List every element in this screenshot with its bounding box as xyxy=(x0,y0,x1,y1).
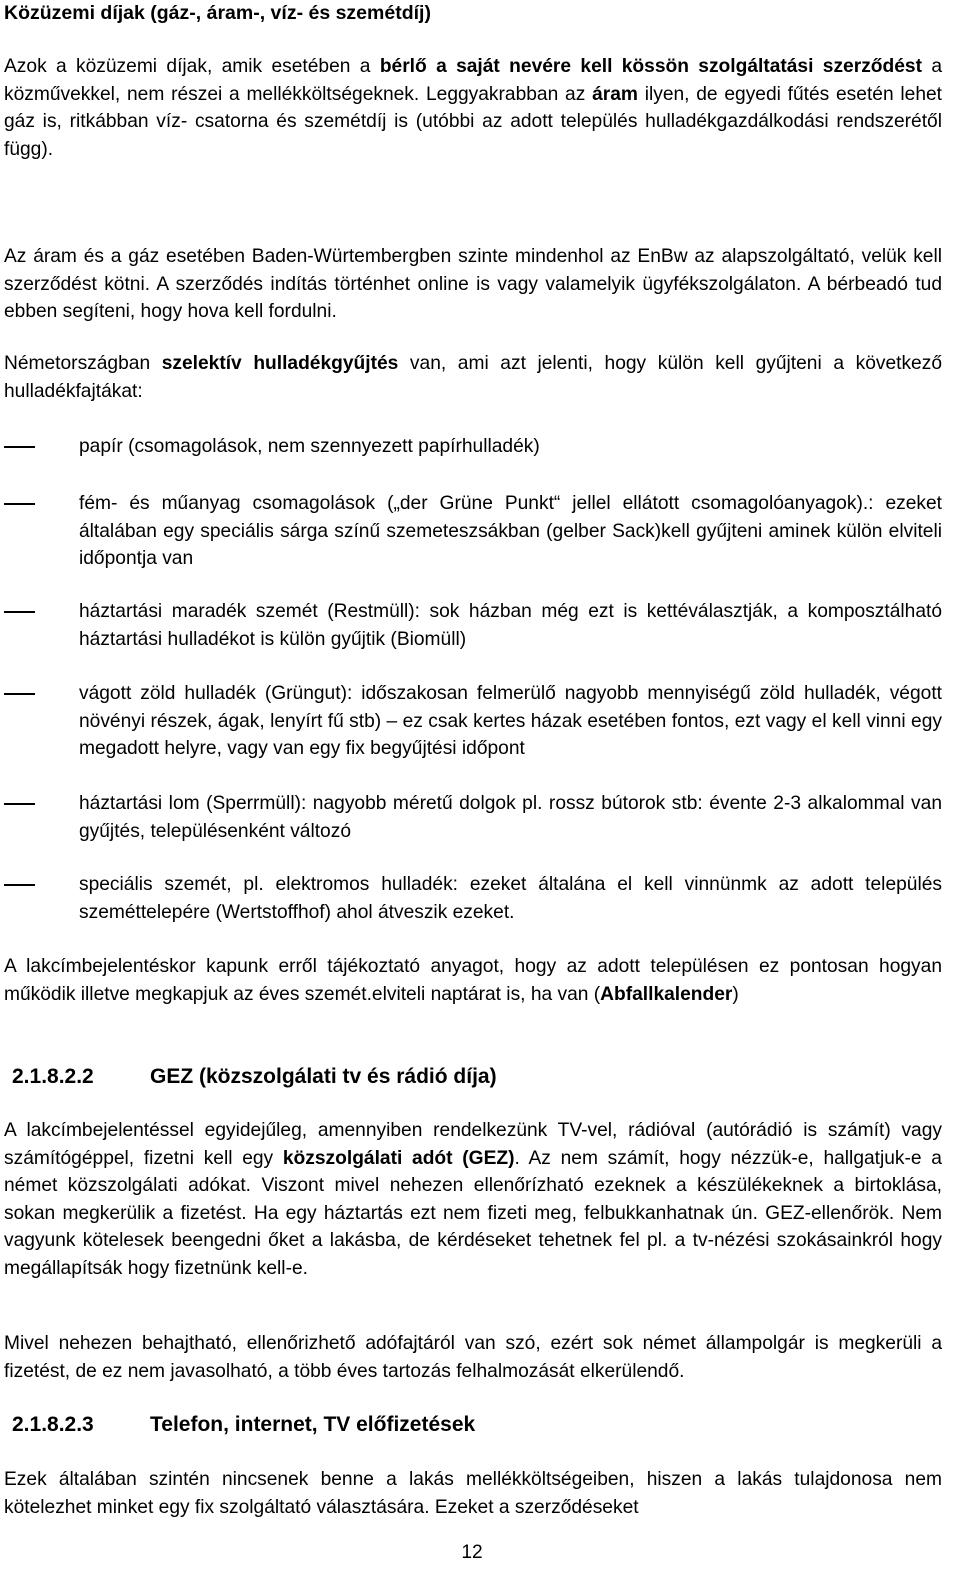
dash-bullet xyxy=(4,503,35,505)
list-item xyxy=(4,790,942,845)
list-item xyxy=(4,680,942,763)
list-item-text: háztartási lom (Sperrmüll): nagyobb méretű dolgok pl. rossz bútorok stb: évente 2-3 alkalommal van gyűjtés, településenként változó xyxy=(79,793,942,842)
dash-bullet xyxy=(4,446,35,448)
bold-text: szelektív hulladékgyűjtés xyxy=(161,353,399,374)
text: . Az nem számít, hogy nézzük-e, hallgatjuk-e a német közszolgálati adókat. Viszont mivel nehezen ellenőrízható ezeknek a készülékeknek a birtoklása, sokan megkerülik a fizetést. Ha egy háztartás ezt nem fizeti meg, felbukkanhatnak ún. GEZ-ellenőrök. Nem vagyunk kötelesek beengedni őket a lakásba, de kérdéseket tehetnek fel pl. a tv-nézési szokásainkról hogy megállapítsák hogy fizetnünk kell-e. xyxy=(4,1147,942,1279)
paragraph-telecom: Ezek általában szintén nincsenek benne a lakás mellékköltségeiben, hiszen a lakás tulajdonosa nem kötelezhet minket egy fix szolgáltató választására. Ezeket a szerződéseket xyxy=(4,1469,942,1518)
list-item xyxy=(4,433,942,461)
section-number: 2.1.8.2.2 xyxy=(12,1065,94,1088)
paragraph-gez-avoidance: Mivel nehezen behajtható, ellenőrizhető adófajtáról van szó, ezért sok német állampolgár is megkerüli a fizetést, de ez nem javasolható, a több éves tartozás felhalmozását elkerülendő. xyxy=(4,1333,942,1382)
list-item-text: papír (csomagolások, nem szennyezett papírhulladék) xyxy=(79,436,540,457)
paragraph-waste-intro xyxy=(4,350,942,405)
bold-text: közszolgálati adót (GEZ) xyxy=(282,1147,515,1169)
text: A lakcímbejelentéssel egyidejűleg, amennyiben rendelkezünk TV-vel, rádióval (autórádió is számít) vagy számítógéppel, fizetni kell egy xyxy=(4,1120,942,1169)
bold-text: Abfallkalender xyxy=(600,983,733,1005)
list-item xyxy=(4,490,942,573)
paragraph-utilities xyxy=(4,53,942,163)
dash-bullet xyxy=(4,884,35,886)
text: ) xyxy=(732,983,739,1005)
page-number: 12 xyxy=(461,1542,483,1563)
bold-text: áram xyxy=(592,83,638,105)
list-item-text: speciális szemét, pl. elektromos hulladék: ezeket általána el kell vinnünmk az adott település szeméttelepére (Wertstoffhof) ahol átveszik ezeket. xyxy=(79,874,942,923)
list-item-text: fém- és műanyag csomagolások („der Grüne Punkt“ jellel ellátott csomagolóanyagok).: ezeket általában egy speciális sárga színű szemeteszsákban (gelber Sack)kell gyűjteni aminek külön elviteli időpontja van xyxy=(79,493,942,569)
paragraph-abfallkalender xyxy=(4,953,942,1008)
section-title: GEZ (közszolgálati tv és rádió díja) xyxy=(150,1065,497,1088)
text: A lakcímbejelentéskor kapunk erről tájékoztató anyagot, hogy az adott településen ez pontosan hogyan működik illetve megkapjuk az éves szemét.elviteli naptárat is, ha van ( xyxy=(4,956,942,1005)
list-item xyxy=(4,871,942,926)
list-item xyxy=(4,598,942,653)
dash-bullet xyxy=(4,693,35,695)
list-item-text: háztartási maradék szemét (Restmüll): sok házban még ezt is kettéválasztják, a komposztálható háztartási hulladékot is külön gyűjtik (Biomüll) xyxy=(79,601,942,650)
paragraph-gez xyxy=(4,1117,942,1282)
list-item-text: vágott zöld hulladék (Grüngut): időszakosan felmerülő nagyobb mennyiségű zöld hulladék, végott növényi részek, ágak, lenyírt fű stb) – ez csak kertes házak esetében fontos, ezt vagy el kell vinni egy megadott helyre, vagy van egy fix begyűjtési időpont xyxy=(79,683,942,759)
subsection-heading xyxy=(12,1411,475,1439)
text: van, ami azt jelenti, hogy külön kell gyűjteni a következő hulladékfajtákat: xyxy=(4,353,942,402)
dash-bullet xyxy=(4,803,35,805)
dash-bullet xyxy=(4,611,35,613)
paragraph-electricity-gas: Az áram és a gáz esetében Baden-Würtembergben szinte mindenhol az EnBw az alapszolgáltató, velük kell szerződést kötni. A szerződés indítás történhet online is vagy valamelyik ügyfékszolgálaton. A bérbeadó tud ebben segíteni, hogy hova kell fordulni. xyxy=(4,246,942,322)
subsection-heading xyxy=(12,1063,497,1091)
bold-text: bérlő a saját nevére kell kössön szolgáltatási szerződést xyxy=(379,56,922,77)
section-number: 2.1.8.2.3 xyxy=(12,1413,94,1436)
text: a közművekkel, nem részei a mellékköltségeknek. Leggyakrabban az xyxy=(4,56,942,105)
section-title: Telefon, internet, TV előfizetések xyxy=(150,1413,476,1436)
section-heading: Közüzemi díjak (gáz-, áram-, víz- és szemétdíj) xyxy=(4,2,431,24)
text: ilyen, de egyedi fűtés esetén lehet gáz is, ritkábban víz- csatorna és szemétdíj is (utóbbi az adott település hulladékgazdálkodási rendszerétől függ). xyxy=(4,83,942,160)
text: Németországban xyxy=(4,353,162,374)
text: Azok a közüzemi díjak, amik esetében a xyxy=(4,56,380,77)
